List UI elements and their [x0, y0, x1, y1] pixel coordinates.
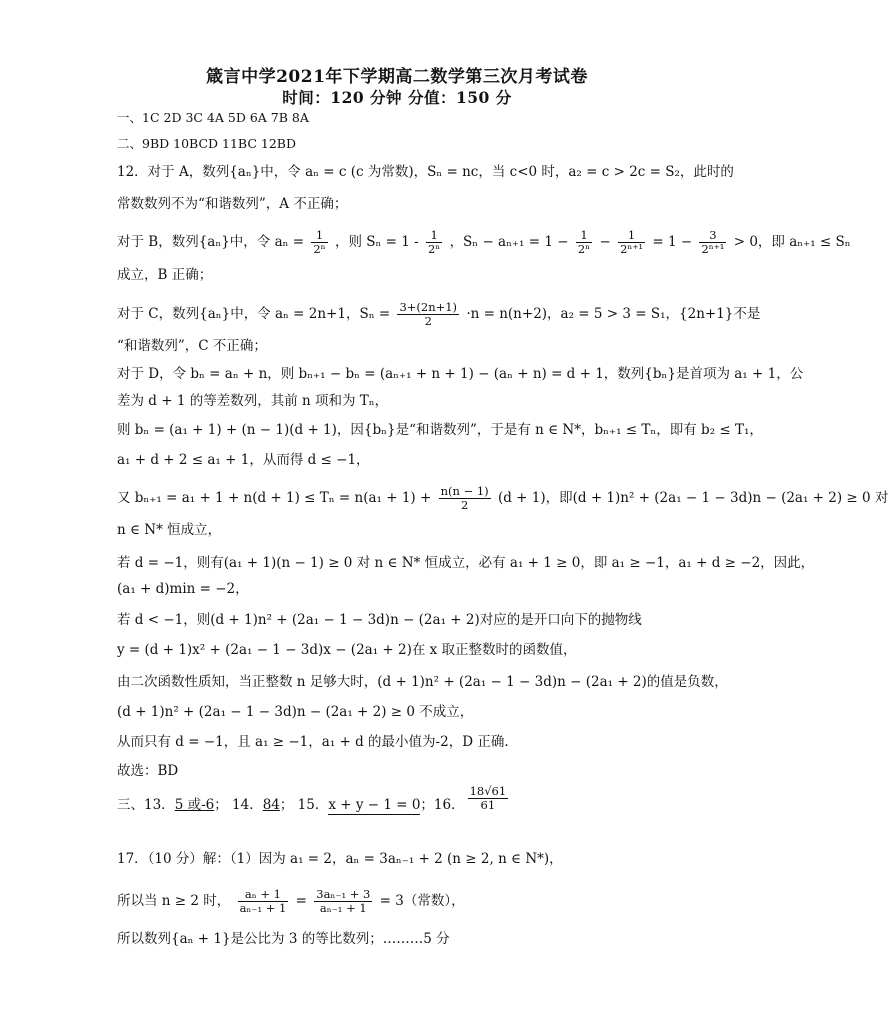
- fraction: [618, 229, 645, 256]
- q12-line-1: 12．对于 A，数列{aₙ}中，令 aₙ = c (c 为常数)，Sₙ = nc，当 c<0 时，a₂ = c > 2c = S₂，此时的: [117, 164, 734, 180]
- q12-c-line: [117, 301, 760, 328]
- q12-d-line-1: 对于 D，令 bₙ = aₙ + n，则 bₙ₊₁ − bₙ = (aₙ₊₁ + n + 1) − (aₙ + n) = d + 1，数列{bₙ}是首项为 a₁ + 1，公: [117, 366, 804, 382]
- text-segment: 三、13．: [117, 797, 175, 813]
- exam-subtitle: 时间：120 分钟 分值：150 分: [282, 88, 512, 107]
- text-segment: (d + 1)，即(d + 1)n² + (2a₁ − 1 − 3d)n − (2a₁ + 2) ≥ 0 对: [497, 490, 888, 506]
- q12-d-line-6: n ∈ N* 恒成立，: [117, 522, 222, 538]
- numerator: n(n − 1): [440, 484, 489, 498]
- q12-d-line-12: (d + 1)n² + (2a₁ − 1 − 3d)n − (2a₁ + 2) ≥ 0 不成立，: [117, 704, 474, 720]
- text-segment: ，则 Sₙ = 1 -: [334, 234, 419, 250]
- q12-d-line-2: 差为 d + 1 的等差数列，其前 n 项和为 Tₙ，: [117, 393, 389, 409]
- fraction: [439, 485, 491, 512]
- q12-d-line-7: 若 d = −1，则有(a₁ + 1)(n − 1) ≥ 0 对 n ∈ N* 恒成立，必有 a₁ + 1 ≥ 0，即 a₁ ≥ −1，a₁ + d ≥ −2，因此，: [117, 555, 815, 571]
- q12-c-line-2: “和谐数列”，C 不正确；: [117, 338, 267, 354]
- text-segment: =: [295, 893, 307, 909]
- fraction: [576, 229, 592, 256]
- text-segment: = 3（常数），: [379, 893, 465, 909]
- text-segment: ，Sₙ − aₙ₊₁ = 1 −: [449, 234, 569, 250]
- q12-d-line-14: 故选：BD: [117, 763, 179, 779]
- denominator: aₙ₋₁ + 1: [239, 901, 287, 915]
- answer-16: [468, 785, 509, 812]
- q12-d-line-8: (a₁ + d)min = −2，: [117, 581, 249, 597]
- numerator: 3aₙ₋₁ + 3: [316, 887, 371, 901]
- text-segment: −: [599, 234, 611, 250]
- numerator: aₙ + 1: [238, 888, 289, 902]
- exam-title: 箴言中学2021年下学期高二数学第三次月考试卷: [206, 67, 588, 87]
- fraction: [311, 229, 327, 256]
- text-segment: = 1 −: [652, 234, 693, 250]
- q17-line-2: [117, 888, 465, 915]
- numerator: 3+(2n+1): [399, 300, 458, 314]
- text-segment: 对于 B，数列{aₙ}中，令 aₙ =: [117, 234, 305, 250]
- q12-b-line: [117, 229, 851, 256]
- denominator: 2: [424, 314, 432, 328]
- fill-in-answers: [117, 784, 511, 815]
- answer-13: 5 或-6: [174, 797, 215, 813]
- text-segment: 所以当 n ≥ 2 时，: [117, 893, 231, 909]
- denominator: 2ⁿ⁺¹: [620, 242, 644, 256]
- text-segment: ·n = n(n+2)，a₂ = 5 > 3 = S₁，{2n+1}不是: [466, 306, 761, 322]
- denominator: aₙ₋₁ + 1: [319, 901, 367, 915]
- q12-d-line-13: 从而只有 d = −1，且 a₁ ≥ −1，a₁ + d 的最小值为-2，D 正确.: [117, 734, 509, 750]
- fraction: [699, 229, 726, 256]
- text-segment: 又 bₙ₊₁ = a₁ + 1 + n(d + 1) ≤ Tₙ = n(a₁ + 1) +: [117, 490, 432, 506]
- q12-d-line-3: 则 bₙ = (a₁ + 1) + (n − 1)(d + 1)，因{bₙ}是“和谐数列”，于是有 n ∈ N*，bₙ₊₁ ≤ Tₙ，即有 b₂ ≤ T₁，: [117, 422, 763, 438]
- text-segment: ；16．: [420, 797, 465, 813]
- denominator: 2ⁿ: [577, 242, 591, 256]
- denominator: 2: [460, 498, 469, 512]
- q17-line-3: 所以数列{aₙ + 1}是公比为 3 的等比数列；………5 分: [117, 931, 450, 947]
- q12-d-line-9: 若 d < −1，则(d + 1)n² + (2a₁ − 1 − 3d)n − (2a₁ + 2)对应的是开口向下的抛物线: [117, 612, 642, 628]
- denominator: 2ⁿ: [427, 242, 441, 256]
- q12-d-line-5: [117, 485, 888, 512]
- denominator: 2ⁿ⁺¹: [701, 242, 725, 256]
- q12-line-2: 常数数列不为“和谐数列”，A 不正确；: [117, 196, 348, 212]
- q12-d-line-10: y = (d + 1)x² + (2a₁ − 1 − 3d)x − (2a₁ + 2)在 x 取正整数时的函数值，: [117, 642, 577, 658]
- text-segment: ； 15．: [279, 797, 329, 813]
- text-segment: > 0，即 aₙ₊₁ ≤ Sₙ: [733, 234, 851, 250]
- numerator: 1: [618, 229, 645, 243]
- numerator: 18√61: [469, 784, 507, 798]
- denominator: 61: [480, 798, 496, 812]
- mc-answers-2: 二、9BD 10BCD 11BC 12BD: [117, 136, 296, 151]
- fraction: [397, 301, 459, 328]
- answer-14: 84: [262, 797, 280, 813]
- q12-b-line-2: 成立，B 正确；: [117, 267, 213, 283]
- numerator: 3: [699, 229, 726, 243]
- q12-d-line-4: a₁ + d + 2 ≤ a₁ + 1，从而得 d ≤ −1，: [117, 452, 370, 468]
- fraction: [314, 888, 372, 915]
- text-segment: ； 14．: [214, 797, 263, 813]
- fraction: [238, 888, 289, 915]
- q12-d-line-11: 由二次函数性质知，当正整数 n 足够大时，(d + 1)n² + (2a₁ − 1 − 3d)n − (2a₁ + 2)的值是负数，: [117, 674, 728, 690]
- denominator: 2ⁿ: [313, 242, 326, 256]
- mc-answers-1: 一、1C 2D 3C 4A 5D 6A 7B 8A: [117, 110, 309, 125]
- numerator: 1: [576, 229, 592, 243]
- q17-line-1: 17．（10 分）解：（1）因为 a₁ = 2，aₙ = 3aₙ₋₁ + 2 (n ≥ 2, n ∈ N*)，: [117, 851, 563, 867]
- numerator: 1: [426, 229, 442, 243]
- fraction: [426, 229, 442, 256]
- text-segment: 对于 C，数列{aₙ}中，令 aₙ = 2n+1，Sₙ =: [117, 306, 391, 322]
- answer-15: x + y − 1 = 0: [328, 797, 421, 813]
- numerator: 1: [311, 229, 327, 243]
